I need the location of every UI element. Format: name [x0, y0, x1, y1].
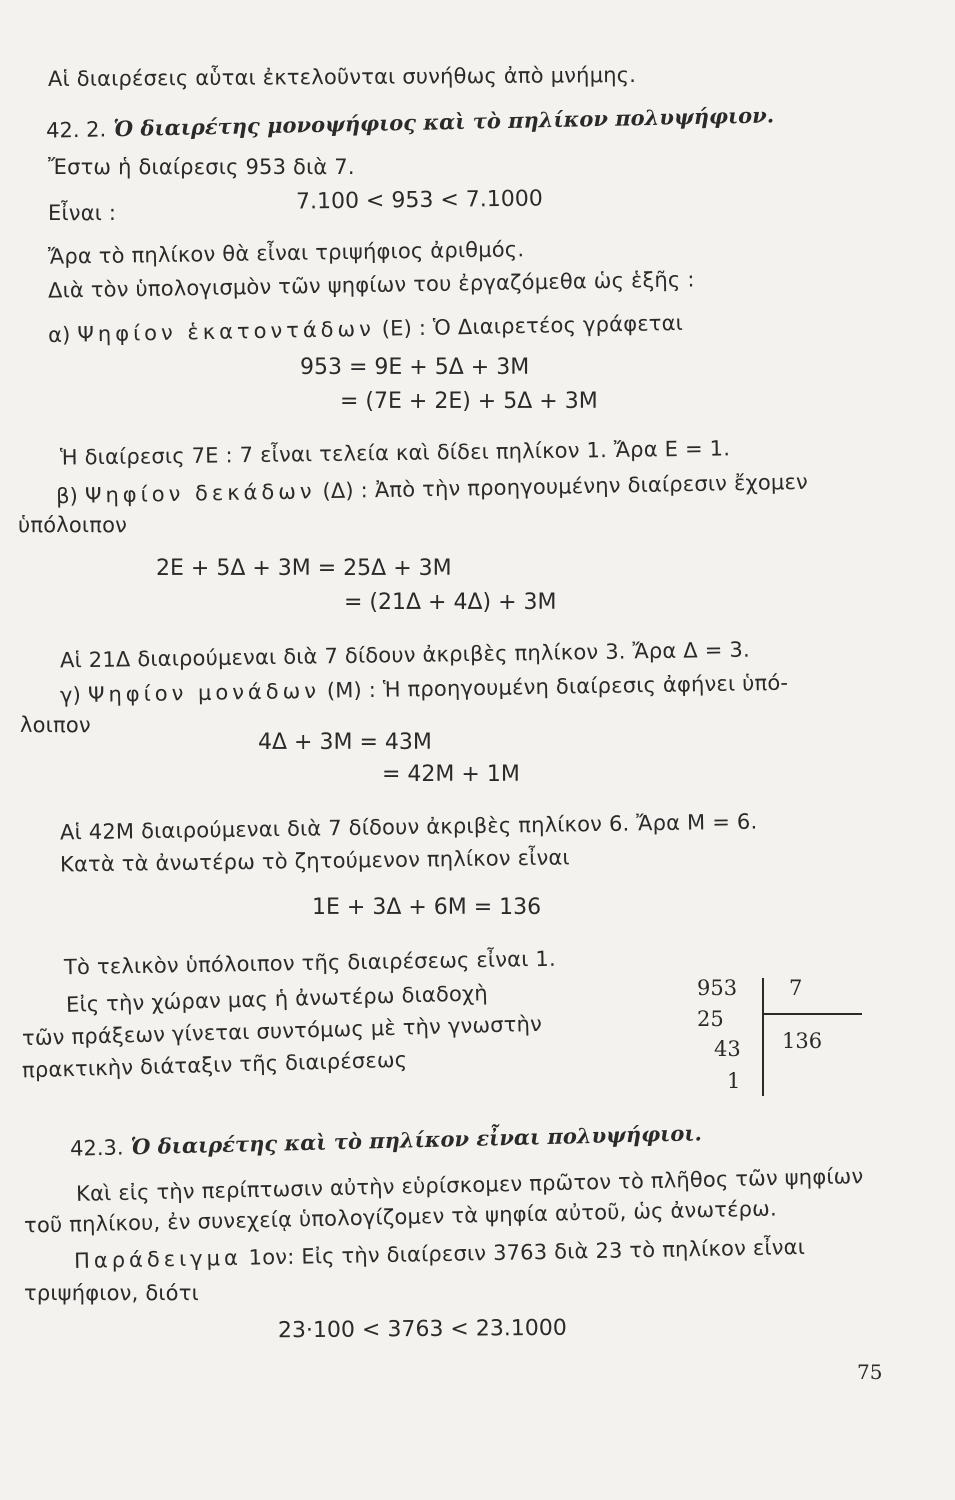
text-content: (Δ) : Ἀπὸ τὴν προηγουμένην διαίρεσιν ἔχομεν [322, 469, 809, 504]
text-line [48, 236, 525, 269]
text-line [48, 200, 116, 226]
text-line [48, 266, 695, 303]
section-number: 42. 2. [45, 117, 107, 143]
text-content: (Ε) : Ὁ Διαιρετέος γράφεται [381, 310, 684, 341]
text-content: ὑπόλοιπον [18, 513, 128, 537]
case-title: Ψηφίον μονάδων [87, 678, 321, 707]
equation-text: = (7Ε + 2Ε) + 5Δ + 3Μ [340, 389, 598, 414]
text-content: Κατὰ τὰ ἀνωτέρω τὸ ζητούμενον πηλίκον εἶναι [59, 845, 570, 877]
case-title: Ψηφίον ἑκατοντάδων [77, 316, 376, 347]
text-content: λοιπον [20, 713, 91, 737]
final-remainder: 1 [727, 1069, 741, 1093]
text-content: Ἔστω ἡ διαίρεσις 953 διὰ 7. [48, 155, 355, 179]
equation-text: 2Ε + 5Δ + 3Μ = 25Δ + 3Μ [156, 556, 452, 581]
inequality [278, 1316, 567, 1345]
section-heading-42-3 [70, 1120, 702, 1161]
text-line [60, 809, 758, 846]
equation [300, 355, 529, 381]
text-content: τοῦ πηλίκου, ἐν συνεχείᾳ ὑπολογίζομεν τὰ ψηφία αὐτοῦ, ὡς ἀνωτέρω. [23, 1196, 778, 1238]
case-b-line [56, 469, 808, 509]
text-content: Εἰς τὴν χώραν μας ἡ ἀνωτέρω διαδοχὴ [65, 981, 489, 1017]
text-content: (Μ) : Ἡ προηγουμένη διαίρεσις ἀφήνει ὑπό- [326, 670, 789, 703]
division-vertical-rule [762, 978, 764, 1096]
section-heading-42-2 [46, 102, 774, 143]
equation [156, 556, 452, 582]
text-line [22, 1047, 408, 1084]
text-content: τριψήφιον, διότι [24, 1281, 199, 1305]
text-line [18, 512, 127, 538]
equation-text: = (21Δ + 4Δ) + 3Μ [344, 590, 557, 615]
text-content: Καὶ εἰς τὴν περίπτωσιν αὐτὴν εὑρίσκομεν πρῶτον τὸ πλῆθος τῶν ψηφίων [75, 1164, 864, 1206]
text-content: Αἱ 21Δ διαιρούμεναι διὰ 7 δίδουν ἀκριβὲς πηλίκον 3. Ἄρα Δ = 3. [59, 637, 751, 673]
text-line [24, 1280, 199, 1306]
case-c-line [60, 670, 789, 709]
text-content: Ἡ διαίρεσις 7Ε : 7 εἶναι τελεία καὶ δίδει πηλίκον 1. Ἄρα Ε = 1. [59, 436, 731, 470]
partial-remainder: 43 [714, 1037, 741, 1061]
text-line [48, 154, 355, 180]
dividend: 953 [697, 976, 738, 1000]
text-line [60, 844, 570, 877]
text-content: Εἶναι : [48, 201, 117, 225]
inequality [296, 186, 543, 215]
quotient: 136 [782, 1029, 823, 1053]
equation-text: 4Δ + 3Μ = 43Μ [258, 730, 432, 755]
case-a-line [48, 310, 683, 348]
equation [258, 730, 432, 756]
case-label: α) [47, 322, 71, 348]
page-number: 75 [857, 1360, 883, 1384]
text-content: 1ον: Εἰς τὴν διαίρεσιν 3763 διὰ 23 τὸ πηλίκον εἶναι [248, 1234, 806, 1270]
section-title: Ὁ διαιρέτης μονοψήφιος καὶ τὸ πηλίκον πολυψήφιον. [113, 102, 775, 142]
text-content: πρακτικὴν διάταξιν τῆς διαιρέσεως [21, 1047, 408, 1083]
partial-remainder: 25 [697, 1007, 724, 1031]
text-content: Ἄρα τὸ πηλίκον θὰ εἶναι τριψήφιος ἀριθμός. [47, 237, 525, 269]
section-title: Ὁ διαιρέτης καὶ τὸ πηλίκον εἶναι πολυψήφιοι. [130, 1120, 703, 1160]
example-label: Παράδειγμα [73, 1245, 243, 1274]
equation [340, 389, 598, 415]
text-content: Αἱ 42Μ διαιρούμεναι διὰ 7 δίδουν ἀκριβὲς πηλίκον 6. Ἄρα Μ = 6. [59, 809, 758, 845]
equation-text: 1Ε + 3Δ + 6Μ = 136 [312, 895, 542, 920]
intro-line [48, 62, 636, 92]
text-content: τῶν πράξεων γίνεται συντόμως μὲ τὴν γνωστὴν [21, 1011, 543, 1051]
intro-text: Αἱ διαιρέσεις αὗται ἐκτελοῦνται συνήθως ἀπὸ μνήμης. [47, 62, 637, 92]
equation [382, 762, 520, 788]
case-label: γ) [59, 682, 82, 708]
example-line [74, 1234, 805, 1274]
section-number: 42.3. [69, 1135, 124, 1161]
text-content: Τὸ τελικὸν ὑπόλοιπον τῆς διαιρέσεως εἶναι 1. [63, 946, 557, 980]
text-line [60, 435, 730, 470]
inequality-text: 23·100 < 3763 < 23.1000 [277, 1315, 567, 1344]
case-title: Ψηφίον δεκάδων [84, 479, 316, 508]
equation-text: 953 = 9Ε + 5Δ + 3Μ [300, 355, 530, 380]
text-line [60, 637, 750, 674]
text-content: Διὰ τὸν ὑπολογισμὸν τῶν ψηφίων του ἐργαζόμεθα ὡς ἑξῆς : [47, 267, 695, 303]
text-line [64, 946, 556, 981]
text-line [66, 980, 488, 1018]
equation [344, 590, 557, 616]
divisor: 7 [789, 976, 803, 1000]
inequality-text: 7.100 < 953 < 7.1000 [295, 186, 543, 215]
case-label: β) [55, 483, 79, 509]
text-line [20, 712, 91, 738]
division-horizontal-rule [762, 1013, 862, 1015]
equation [312, 895, 541, 921]
equation-text: = 42Μ + 1Μ [382, 762, 520, 787]
